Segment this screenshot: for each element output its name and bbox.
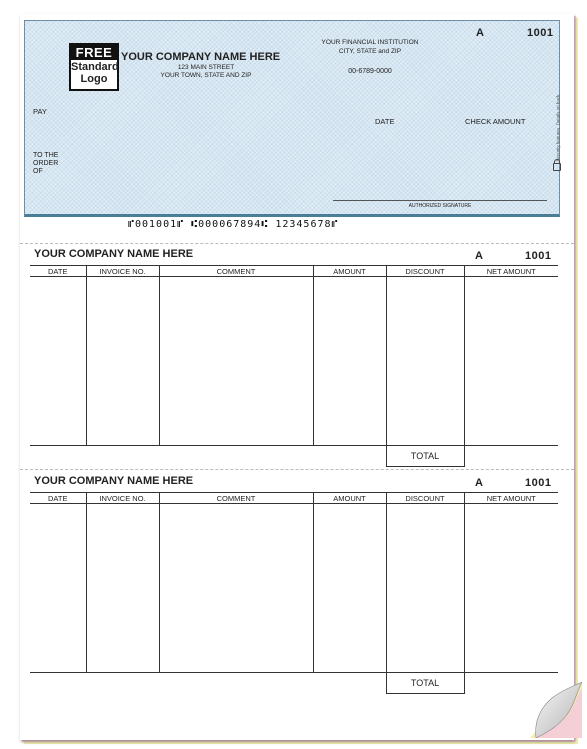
- total-label: TOTAL: [386, 446, 464, 467]
- stub-total-row: [30, 446, 558, 467]
- col-date: DATE: [30, 493, 86, 504]
- logo-standard-text: Standard: [71, 61, 119, 73]
- col-invoice-no: INVOICE NO.: [86, 493, 159, 504]
- col-net-amount: NET AMOUNT: [464, 266, 558, 277]
- check-company-street: 123 MAIN STREET: [177, 64, 235, 71]
- stub-company-name: YOUR COMPANY NAME HERE: [34, 248, 194, 260]
- stub-table: [30, 265, 558, 467]
- col-discount: DISCOUNT: [386, 266, 464, 277]
- page-curl-icon: [530, 682, 582, 738]
- check-amount-label: CHECK AMOUNT: [465, 117, 526, 126]
- check-number: 1001: [527, 27, 554, 39]
- col-date: DATE: [30, 266, 86, 277]
- check-company-name: YOUR COMPANY NAME HERE: [121, 51, 281, 63]
- stub-number: 1001: [525, 477, 552, 489]
- company-logo: [69, 43, 119, 91]
- col-invoice-no: INVOICE NO.: [86, 266, 159, 277]
- security-features-note: Security features. Details on back.: [555, 93, 561, 162]
- stub-header-row: [30, 493, 558, 504]
- col-comment: COMMENT: [159, 493, 313, 504]
- stub-body-row: [30, 504, 558, 673]
- order-line: ORDER: [33, 160, 59, 167]
- col-comment: COMMENT: [159, 266, 313, 277]
- col-amount: AMOUNT: [313, 266, 386, 277]
- check-series-letter: A: [476, 27, 484, 39]
- stub-series-letter: A: [475, 477, 483, 489]
- stub-total-row: [30, 673, 558, 694]
- stub-series-letter: A: [475, 250, 483, 262]
- col-amount: AMOUNT: [313, 493, 386, 504]
- micr-line: ⑈001001⑈ ⑆000067894⑆ 12345678⑈: [128, 219, 339, 230]
- stub-company-name: YOUR COMPANY NAME HERE: [34, 475, 194, 487]
- stub-body-row: [30, 277, 558, 446]
- to-the-order-of-label: [33, 152, 58, 176]
- pay-label: PAY: [33, 107, 47, 116]
- signature-line: [333, 200, 547, 201]
- check-company-town: YOUR TOWN, STATE AND ZIP: [160, 72, 252, 79]
- logo-logo-text: Logo: [80, 73, 108, 85]
- perforation-line: [20, 243, 574, 244]
- authorized-signature-label: AUTHORIZED SIGNATURE: [408, 203, 472, 209]
- logo-free-text: FREE: [71, 45, 117, 60]
- perforation-line: [20, 469, 574, 470]
- check-face: [24, 20, 560, 217]
- padlock-icon: [553, 163, 561, 171]
- stub-number: 1001: [525, 250, 552, 262]
- bank-city: CITY, STATE and ZIP: [338, 48, 402, 55]
- col-net-amount: NET AMOUNT: [464, 493, 558, 504]
- check-form-sheet: [20, 14, 574, 740]
- routing-fraction: 00-6789-0000: [348, 68, 392, 75]
- to-the-line: TO THE: [33, 152, 59, 159]
- stub-header-row: [30, 266, 558, 277]
- bank-name: YOUR FINANCIAL INSTITUTION: [321, 39, 419, 46]
- date-label: DATE: [375, 117, 395, 126]
- total-label: TOTAL: [386, 673, 464, 694]
- col-discount: DISCOUNT: [386, 493, 464, 504]
- of-line: OF: [33, 168, 43, 175]
- stub-table: [30, 492, 558, 694]
